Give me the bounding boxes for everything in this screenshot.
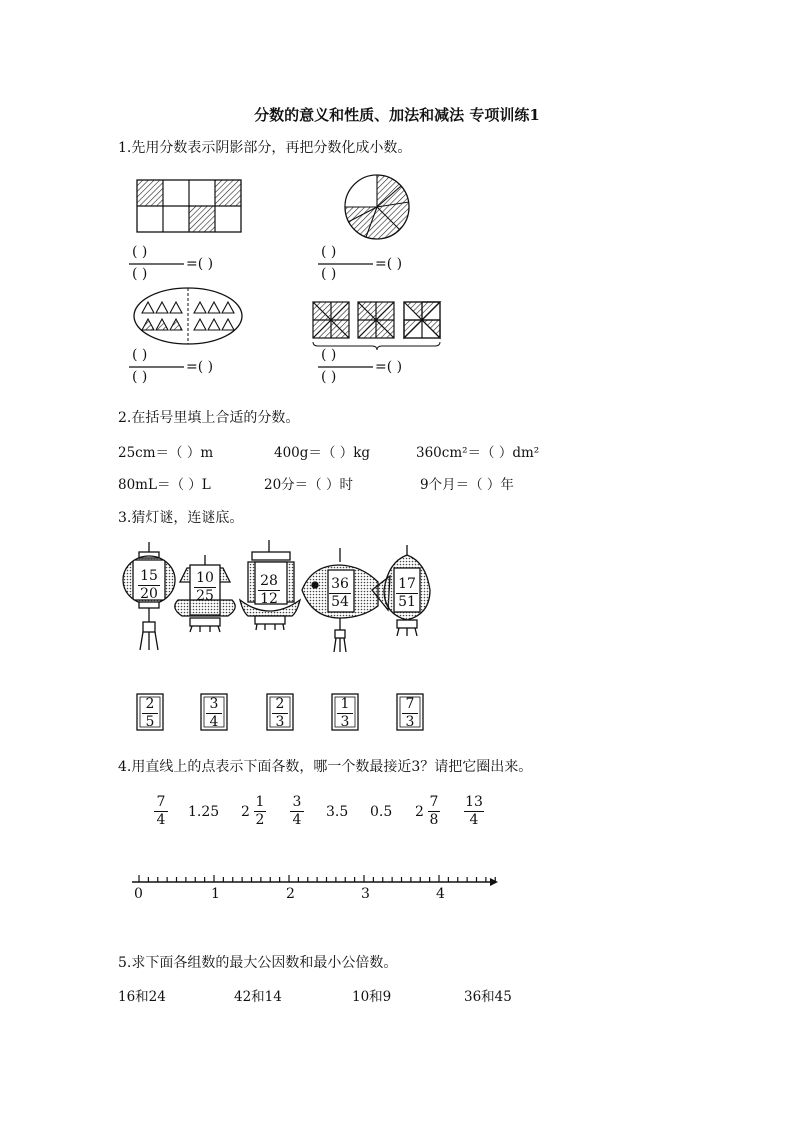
- number-to-place[interactable]: 3.5: [326, 804, 349, 820]
- q5-item: 42和14: [234, 989, 282, 1005]
- answer-numerator-blank[interactable]: ( ): [321, 244, 337, 260]
- pie-circle-figure: [345, 175, 409, 239]
- answer-decimal-blank[interactable]: =( ): [375, 256, 403, 272]
- answer-denominator-blank[interactable]: ( ): [321, 266, 337, 282]
- axis-label: 1: [211, 886, 220, 902]
- lantern-fraction[interactable]: 10 25: [194, 571, 216, 604]
- answer-decimal-blank[interactable]: =( ): [186, 256, 214, 272]
- q5-row: [118, 985, 678, 1005]
- three-squares-figure: [313, 302, 440, 350]
- lantern-fraction[interactable]: 15 20: [138, 569, 160, 602]
- q2-item: 400g＝（ ）kg: [274, 445, 371, 461]
- answer-numerator-blank[interactable]: ( ): [321, 347, 337, 363]
- q2-item: 25cm＝（ ）m: [118, 445, 214, 461]
- answer-numerator-blank[interactable]: ( ): [132, 244, 148, 260]
- q2-row-2: [118, 473, 678, 493]
- q2-item: 9个月＝（ ）年: [420, 477, 514, 493]
- axis-label: 4: [436, 886, 445, 902]
- number-to-place[interactable]: 13 4: [465, 794, 483, 828]
- lantern-fraction[interactable]: 36 54: [329, 577, 351, 610]
- number-line[interactable]: [0, 868, 794, 908]
- answer-box-fraction[interactable]: 2 3: [272, 697, 288, 730]
- answer-box-fraction[interactable]: 1 3: [337, 697, 353, 730]
- q1-figures: [0, 0, 794, 400]
- lantern-fraction[interactable]: 17 51: [396, 577, 418, 610]
- number-to-place[interactable]: 7 4: [154, 795, 168, 828]
- axis-label: 2: [286, 886, 295, 902]
- q5-prompt: 5.求下面各组数的最大公因数和最小公倍数。: [118, 955, 398, 971]
- answer-decimal-blank[interactable]: =( ): [375, 359, 403, 375]
- answer-decimal-blank[interactable]: =( ): [186, 359, 214, 375]
- ellipse-triangles-figure: [134, 288, 242, 344]
- number-to-place[interactable]: 1.25: [188, 804, 220, 820]
- q3-prompt: 3.猜灯谜，连谜底。: [118, 510, 244, 526]
- q2-row-1: [118, 441, 678, 461]
- lantern-fraction[interactable]: 28 12: [258, 574, 280, 607]
- q5-item: 10和9: [352, 989, 392, 1005]
- axis-label: 3: [361, 886, 370, 902]
- q2-item: 20分＝（ ）时: [264, 477, 353, 493]
- q5-item: 36和45: [464, 989, 512, 1005]
- answer-denominator-blank[interactable]: ( ): [132, 369, 148, 385]
- answer-numerator-blank[interactable]: ( ): [132, 347, 148, 363]
- q4-prompt: 4.用直线上的点表示下面各数，哪一个数最接近3？请把它圈出来。: [118, 759, 533, 775]
- number-to-place[interactable]: 7 8: [429, 794, 439, 828]
- mixed-whole: 2: [415, 804, 424, 820]
- answer-box-fraction[interactable]: 3 4: [206, 697, 222, 730]
- answer-box-fraction[interactable]: 2 5: [142, 697, 158, 730]
- q2-item: 80mL＝（ ）L: [118, 477, 211, 493]
- q2-prompt: 2.在括号里填上合适的分数。: [118, 410, 300, 426]
- q2-item: 360cm²＝（ ）dm²: [416, 445, 540, 461]
- number-to-place[interactable]: 0.5: [370, 804, 393, 820]
- answer-denominator-blank[interactable]: ( ): [321, 369, 337, 385]
- answer-box-fraction[interactable]: 7 3: [402, 697, 418, 730]
- q5-item: 16和24: [118, 989, 166, 1005]
- answer-boxes: [0, 690, 794, 735]
- number-to-place[interactable]: 3 4: [290, 795, 304, 828]
- mixed-whole: 2: [241, 804, 250, 820]
- answer-denominator-blank[interactable]: ( ): [132, 266, 148, 282]
- q1-prompt: 1.先用分数表示阴影部分，再把分数化成小数。: [118, 140, 412, 156]
- number-to-place[interactable]: 1 2: [255, 794, 265, 828]
- grid-rectangle-figure: [137, 180, 241, 232]
- axis-label: 0: [134, 886, 143, 902]
- page-title: 分数的意义和性质、加法和减法 专项训练1: [254, 106, 540, 124]
